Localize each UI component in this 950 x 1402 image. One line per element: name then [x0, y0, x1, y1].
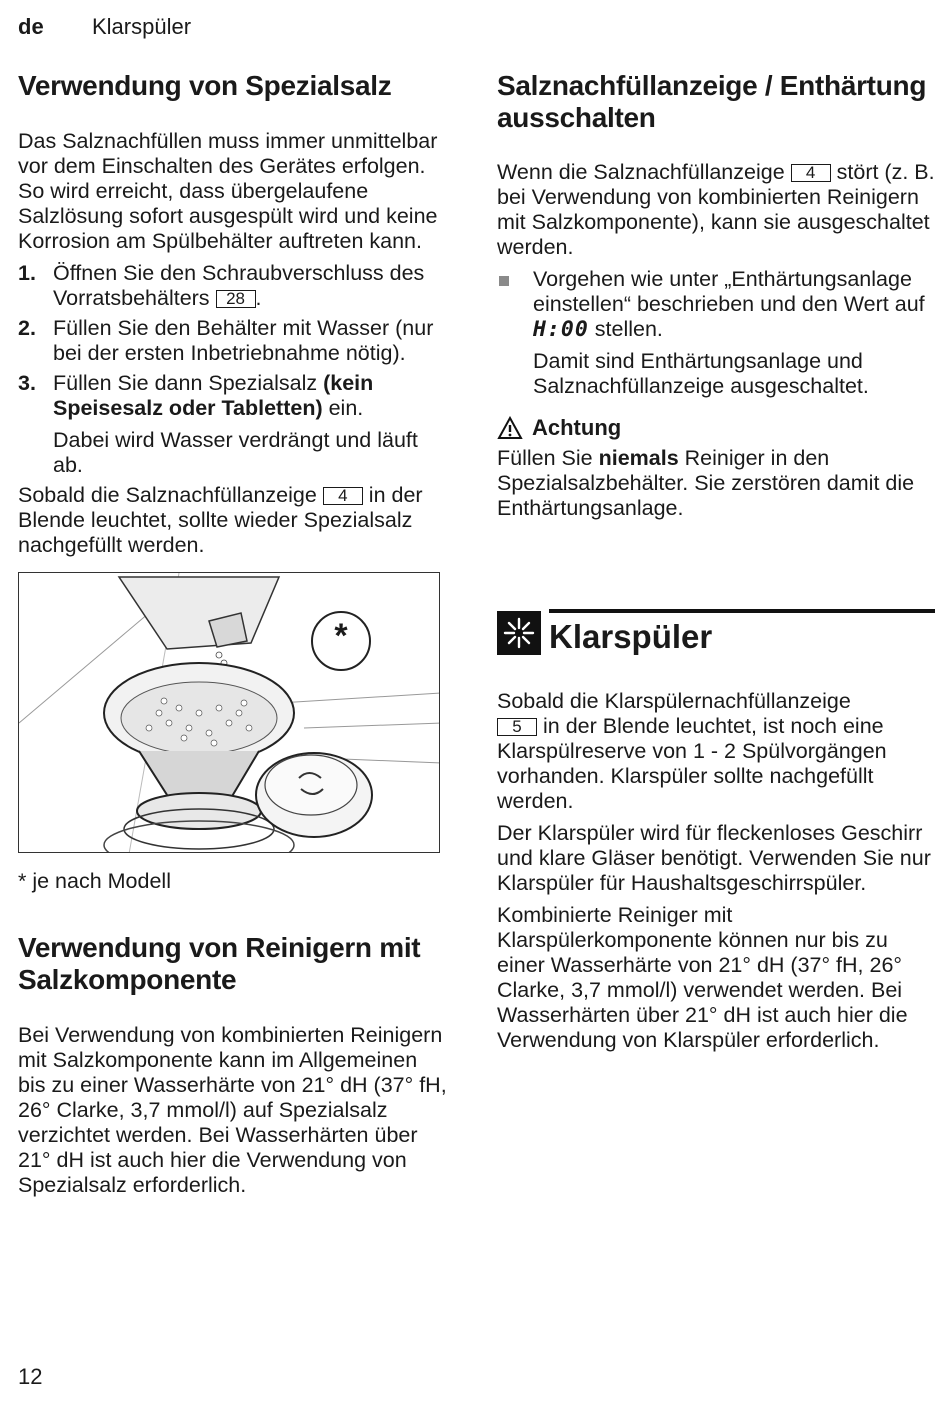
step-text: Öffnen Sie den Schraubverschluss des Vorratsbehälters — [53, 261, 425, 310]
step-text: Füllen Sie dann Spezialsalz — [53, 371, 324, 395]
step-number: 1. — [18, 261, 36, 285]
warning-text-end: Reiniger in den Spezialsalzbehälter. Sie zerstören damit die Enthärtungsanlage. — [497, 446, 915, 520]
left-column — [18, 70, 450, 1198]
step-end: . — [255, 286, 262, 310]
intro-text: Wenn die Salznachfüllanzeige — [497, 160, 785, 184]
rinse-aid-title: Klarspüler — [549, 609, 935, 655]
salt-heading: Verwendung von Spezialsalz — [18, 70, 392, 101]
page-number: 12 — [18, 1364, 43, 1389]
warning-emphasis: niemals — [598, 446, 679, 470]
bullet-item — [497, 267, 935, 399]
step-text: Füllen Sie den Behälter mit Wasser (nur bei der ersten Inbetriebnahme nötig). — [53, 316, 434, 365]
rinse-p1 — [497, 689, 935, 814]
language-code: de — [18, 14, 44, 39]
step-item — [18, 371, 450, 478]
intro-text-end: stört (z. B. bei Verwendung von kombinierten Reinigern mit Salzkomponente), kann sie ausgeschaltet werden. — [497, 160, 935, 259]
switchoff-heading: Salznachfüllanzeige / Enthärtung ausschalten — [497, 70, 927, 133]
model-marker: * — [334, 617, 348, 655]
rinse-aid-icon — [497, 611, 541, 655]
bullet-text-end: stellen. — [594, 317, 663, 341]
rinse-aid-section-header — [497, 609, 935, 655]
salt-steps — [18, 261, 450, 478]
funnel-drawing — [19, 573, 440, 853]
warning-text — [497, 446, 935, 521]
refill-text: Sobald die Salznachfüllanzeige — [18, 483, 317, 507]
reference-box: 28 — [216, 290, 256, 308]
display-value: H:00 — [533, 317, 589, 342]
reference-box: 4 — [791, 164, 831, 182]
switchoff-bullets — [497, 267, 935, 399]
salt-refill-note — [18, 483, 450, 558]
step-bold: (kein Speisesalz oder Tabletten) — [53, 371, 374, 420]
rinse-p1-text: Sobald die Klarspülernachfüllanzeige — [497, 689, 851, 713]
running-header — [18, 14, 191, 40]
switchoff-intro — [497, 160, 935, 260]
figure-caption: * je nach Modell — [18, 869, 171, 893]
step-number: 3. — [18, 371, 36, 395]
reference-box: 5 — [497, 718, 537, 736]
refill-text-end: in der Blende leuchtet, sollte wieder Spezialsalz nachgefüllt werden. — [18, 483, 423, 557]
warning-title: Achtung — [532, 415, 622, 440]
bullet-note: Damit sind Enthärtungsanlage und Salznachfüllanzeige ausgeschaltet. — [533, 349, 869, 398]
salt-intro: Das Salznachfüllen muss immer unmittelbar vor dem Einschalten des Gerätes erfolgen. So wird erreicht, dass übergelaufene Salzlösung sofort ausgespült wird und keine Korrosion am Spülbehälter auftreten kann. — [18, 129, 438, 253]
step-text-end: ein. — [322, 396, 364, 420]
warning-label — [497, 415, 935, 441]
bullet-text: Vorgehen wie unter „Enthärtungsanlage einstellen“ beschrieben und den Wert auf — [533, 267, 925, 316]
salt-filling-illustration — [18, 572, 440, 853]
rinse-p2: Der Klarspüler wird für fleckenloses Geschirr und klare Gläser benötigt. Verwenden Sie nur Klarspüler für Haushaltsgeschirrspüler. — [497, 821, 931, 895]
section-name: Klarspüler — [92, 14, 192, 39]
right-column — [497, 70, 935, 1053]
step-note: Dabei wird Wasser verdrängt und läuft ab. — [53, 428, 418, 477]
rinse-p1-text-end: in der Blende leuchtet, ist noch eine Klarspülreserve von 1 - 2 Spülvorgängen vorhanden. Klarspüler sollte nachgefüllt werden. — [497, 714, 887, 813]
bullet-square-icon — [499, 276, 509, 286]
step-item — [18, 316, 450, 366]
reference-box: 4 — [323, 487, 363, 505]
cleaner-body: Bei Verwendung von kombinierten Reinigern mit Salzkomponente kann im Allgemeinen bis zu einer Wasserhärte von 21° dH (37° fH, 26° Clarke, 3,7 mmol/l) auf Spezialsalz verzichtet werden. Bei Wasserhärten über 21° dH ist auch hier die Verwendung von Spezialsalz erforderlich. — [18, 1023, 447, 1197]
warning-triangle-icon — [497, 416, 523, 440]
warning-text-start: Füllen Sie — [497, 446, 599, 470]
rinse-p3: Kombinierte Reiniger mit Klarspülerkomponente können nur bis zu einer Wasserhärte von 21° dH (37° fH, 26° Clarke, 3,7 mmol/l) verwendet werden. Bei Wasserhärten über 21° dH ist auch hier die Verwendung von Klarspüler erforderlich. — [497, 903, 908, 1052]
step-item — [18, 261, 450, 311]
step-number: 2. — [18, 316, 36, 340]
cleaner-heading: Verwendung von Reinigern mit Salzkomponente — [18, 932, 421, 995]
